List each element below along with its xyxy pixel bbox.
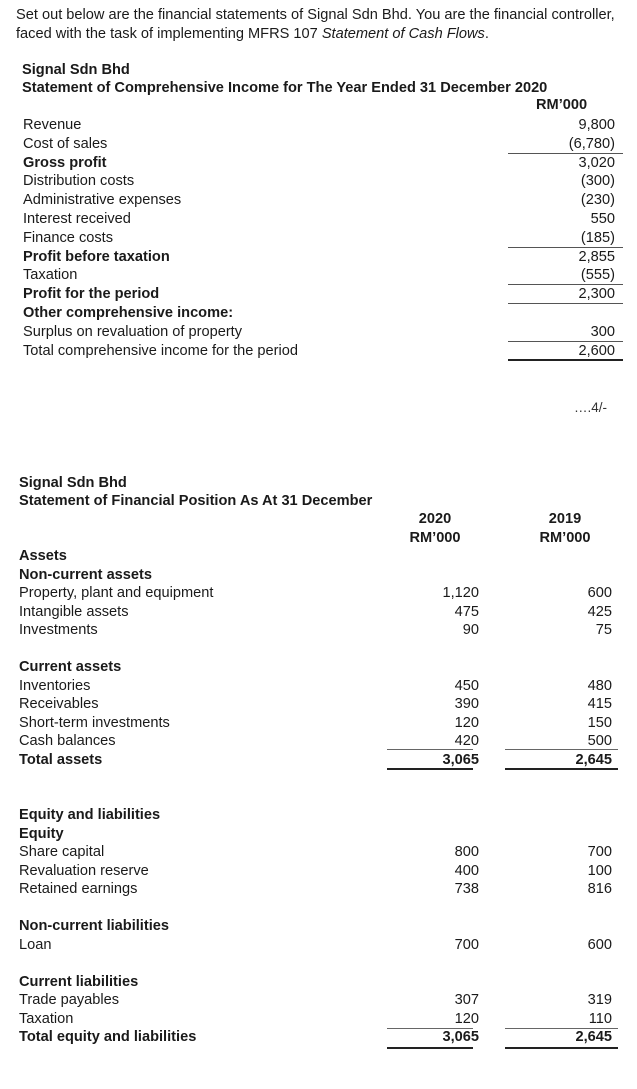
total-rule-liabilities-2019 — [505, 1047, 618, 1049]
sfp-row-trade-payables — [19, 991, 623, 1010]
total-rule-assets-2019 — [505, 768, 618, 770]
amount-2019: 415 — [587, 696, 612, 712]
row-label: Assets — [19, 548, 67, 564]
row-amount: 300 — [590, 323, 615, 340]
income-row-revenue — [23, 116, 623, 135]
row-amount: (555) — [580, 267, 615, 284]
sfp-row-intangibles — [19, 603, 623, 622]
income-statement-unit: RM’000 — [536, 97, 588, 113]
sfp-heading-non-current-liabilities — [19, 917, 623, 936]
amount-2019: 480 — [587, 677, 612, 694]
amount-2019: 2,645 — [575, 1029, 612, 1045]
row-amount: (230) — [580, 192, 615, 209]
spacer — [19, 788, 623, 807]
row-label: Revenue — [23, 117, 82, 133]
financial-position-company: Signal Sdn Bhd — [19, 475, 127, 491]
column-unit: RM’000 — [539, 530, 591, 546]
income-statement-table — [23, 116, 623, 360]
row-label: Total equity and liabilities — [19, 1029, 197, 1045]
row-label: Taxation — [19, 1010, 74, 1027]
row-amount: (6,780) — [568, 135, 615, 152]
row-amount: 2,600 — [578, 342, 615, 359]
amount-2020: 700 — [454, 936, 479, 953]
row-label: Retained earnings — [19, 881, 138, 897]
income-row-distribution-costs — [23, 172, 623, 191]
row-amount: 2,855 — [578, 248, 615, 265]
row-label: Distribution costs — [23, 173, 135, 190]
subtotal-rule-assets-2019 — [505, 749, 618, 750]
row-label: Equity and liabilities — [19, 807, 161, 823]
income-row-total-comprehensive — [23, 342, 623, 361]
subtotal-rule-liabilities-2019 — [505, 1028, 618, 1029]
sfp-row-total-assets — [19, 751, 623, 770]
row-label: Interest received — [23, 210, 131, 227]
amount-2019: 425 — [587, 603, 612, 620]
income-row-finance-costs — [23, 229, 623, 248]
row-label: Total assets — [19, 751, 103, 768]
row-label: Non-current liabilities — [19, 918, 170, 934]
row-amount: (185) — [580, 229, 615, 246]
row-label: Non-current assets — [19, 566, 153, 583]
amount-2019: 319 — [587, 992, 612, 1008]
amount-2020: 3,065 — [442, 1029, 479, 1045]
sfp-row-inventories — [19, 677, 623, 696]
row-label: Short-term investments — [19, 714, 170, 731]
amount-2019: 500 — [587, 733, 612, 749]
income-row-oci-heading — [23, 304, 623, 323]
column-year: 2020 — [418, 511, 452, 527]
sfp-heading-current-assets — [19, 658, 623, 677]
row-amount: 2,300 — [578, 286, 615, 303]
spacer — [19, 899, 623, 918]
row-label: Finance costs — [23, 229, 114, 246]
row-label: Surplus on revaluation of property — [23, 323, 243, 340]
total-rule-liabilities-2020 — [387, 1047, 473, 1049]
financial-position-header — [19, 474, 372, 510]
amount-2020: 800 — [454, 844, 479, 860]
amount-2020: 420 — [454, 733, 479, 749]
spacer — [19, 954, 623, 973]
sfp-row-share-capital — [19, 843, 623, 862]
amount-2019: 600 — [587, 936, 612, 953]
sfp-row-total-equity-liabilities — [19, 1028, 623, 1047]
amount-2020: 120 — [454, 714, 479, 731]
income-row-gross-profit — [23, 154, 623, 173]
row-label: Current assets — [19, 659, 122, 675]
column-year: 2019 — [548, 511, 582, 527]
row-label: Profit before taxation — [23, 248, 170, 265]
spacer — [19, 769, 623, 788]
amount-2020: 120 — [454, 1010, 479, 1027]
income-statement-header — [22, 61, 547, 97]
row-amount: 9,800 — [578, 117, 615, 133]
income-row-profit-for-period — [23, 285, 623, 304]
sfp-heading-non-current-assets — [19, 566, 623, 585]
sfp-row-receivables — [19, 695, 623, 714]
income-row-interest-received — [23, 210, 623, 229]
column-header-2019 — [530, 510, 600, 548]
row-label: Gross profit — [23, 154, 107, 171]
row-label: Intangible assets — [19, 603, 129, 620]
amount-2020: 390 — [454, 696, 479, 712]
row-label: Profit for the period — [23, 286, 160, 303]
row-label: Taxation — [23, 267, 78, 284]
amount-2019: 150 — [587, 714, 612, 731]
row-label: Investments — [19, 622, 98, 638]
amount-2019: 700 — [587, 844, 612, 860]
income-statement-title: Statement of Comprehensive Income for The Year Ended 31 December 2020 — [22, 80, 548, 96]
row-label: Total comprehensive income for the period — [23, 342, 298, 359]
row-label: Equity — [19, 825, 64, 842]
financial-position-table — [19, 547, 623, 1047]
amount-2020: 1,120 — [442, 585, 479, 601]
spacer — [19, 640, 623, 659]
amount-2020: 400 — [454, 862, 479, 879]
row-label: Revaluation reserve — [19, 862, 149, 879]
financial-position-title: Statement of Financial Position As At 31 December — [19, 493, 373, 509]
amount-2019: 100 — [587, 862, 612, 879]
amount-2019: 75 — [595, 622, 612, 638]
sfp-row-loan — [19, 936, 623, 955]
row-label: Trade payables — [19, 992, 120, 1008]
amount-2019: 2,645 — [575, 751, 612, 768]
sfp-row-revaluation-reserve — [19, 862, 623, 881]
sfp-row-retained-earnings — [19, 880, 623, 899]
row-label: Cost of sales — [23, 135, 108, 152]
amount-2019: 600 — [587, 585, 612, 601]
row-amount: 550 — [590, 210, 615, 227]
income-row-cost-of-sales — [23, 135, 623, 154]
row-label: Share capital — [19, 844, 105, 860]
amount-2020: 450 — [454, 677, 479, 694]
column-unit: RM’000 — [409, 530, 461, 546]
amount-2020: 3,065 — [442, 751, 479, 768]
total-rule-assets-2020 — [387, 768, 473, 770]
intro-italic-title: Statement of Cash Flows — [321, 26, 485, 42]
intro-text-end: . — [484, 26, 489, 42]
row-amount: 3,020 — [578, 154, 615, 171]
amount-2019: 816 — [587, 881, 612, 897]
sfp-heading-assets — [19, 547, 623, 566]
sfp-heading-equity-and-liabilities — [19, 806, 623, 825]
income-row-admin-expenses — [23, 191, 623, 210]
income-row-profit-before-tax — [23, 248, 623, 267]
row-label: Receivables — [19, 696, 99, 712]
row-label: Current liabilities — [19, 973, 139, 990]
row-label: Administrative expenses — [23, 192, 182, 209]
row-label: Other comprehensive income: — [23, 304, 234, 321]
income-statement-company: Signal Sdn Bhd — [22, 62, 130, 78]
sfp-heading-equity — [19, 825, 623, 844]
intro-paragraph — [16, 6, 622, 44]
row-label: Loan — [19, 936, 52, 953]
row-amount: (300) — [580, 173, 615, 190]
sfp-row-investments — [19, 621, 623, 640]
sfp-row-cash — [19, 732, 623, 751]
amount-2019: 110 — [588, 1010, 612, 1027]
page-reference: ….4/- — [574, 400, 608, 415]
amount-2020: 738 — [454, 881, 479, 897]
amount-2020: 90 — [462, 622, 479, 638]
sfp-heading-current-liabilities — [19, 973, 623, 992]
row-label: Cash balances — [19, 733, 116, 749]
amount-2020: 475 — [454, 603, 479, 620]
intro-text: Set out below are the financial statements of Signal Sdn Bhd. You are the financial controller, faced with the task of implementing MFRS 107 — [16, 7, 615, 42]
row-label: Inventories — [19, 677, 91, 694]
row-label: Property, plant and equipment — [19, 585, 214, 601]
income-row-taxation — [23, 266, 623, 285]
amount-2020: 307 — [454, 992, 479, 1008]
sfp-row-ppe — [19, 584, 623, 603]
subtotal-rule-liabilities-2020 — [387, 1028, 473, 1029]
income-row-revaluation-surplus — [23, 323, 623, 342]
subtotal-rule-assets-2020 — [387, 749, 473, 750]
sfp-row-short-term-investments — [19, 714, 623, 733]
column-header-2020 — [400, 510, 470, 548]
sfp-row-taxation — [19, 1010, 623, 1029]
